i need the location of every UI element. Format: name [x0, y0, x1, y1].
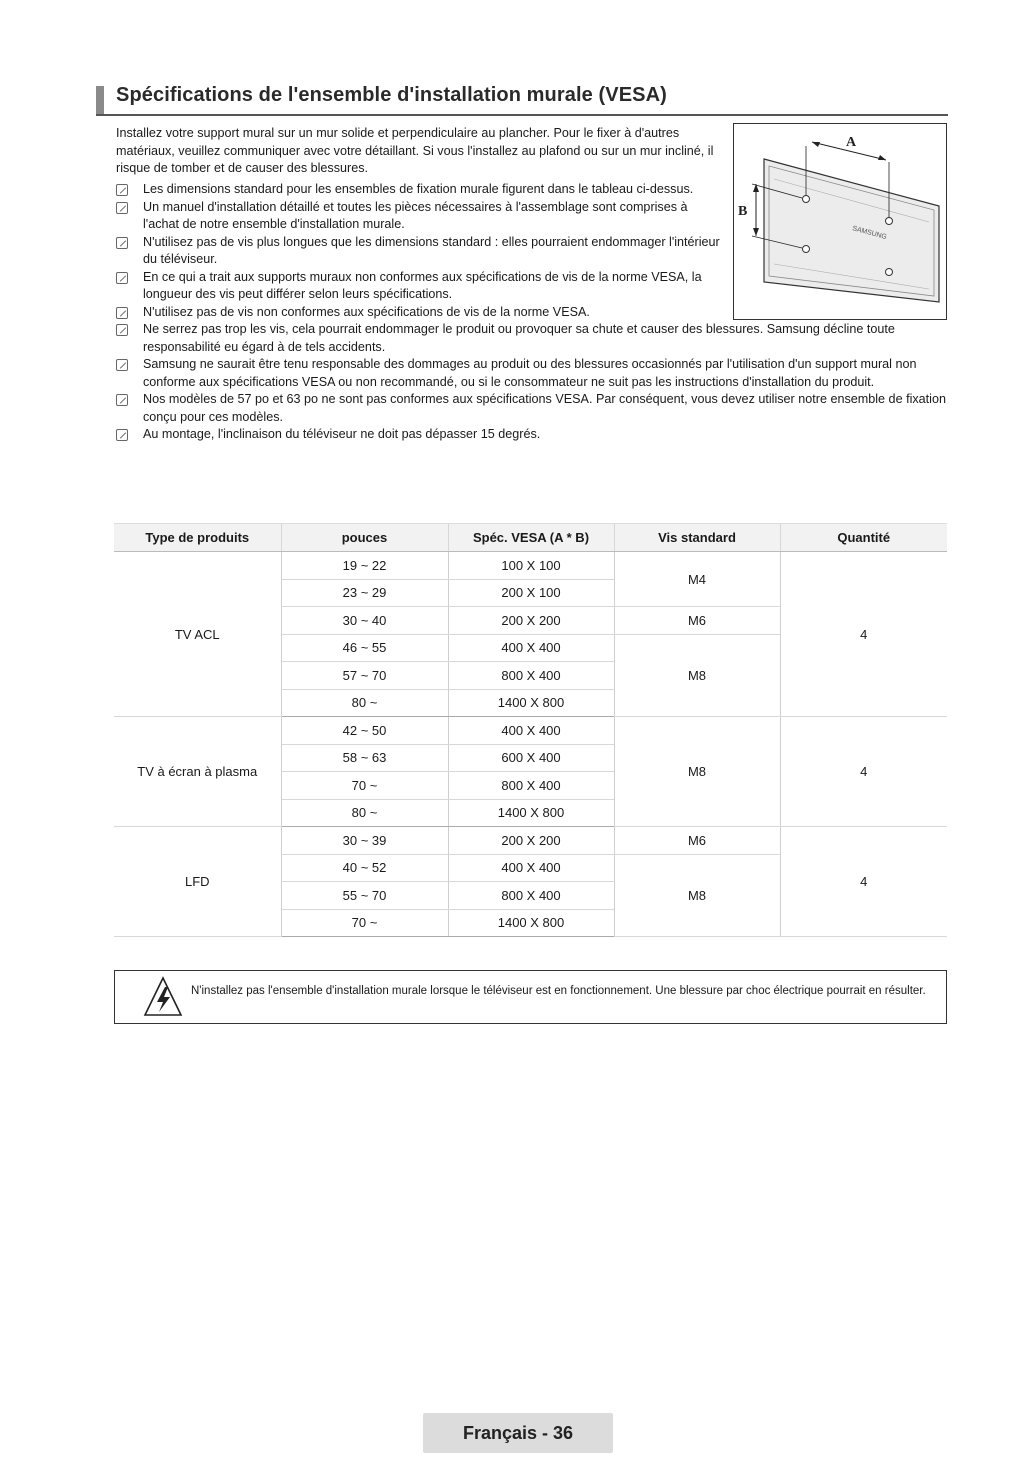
product-type-cell: TV ACL: [114, 552, 281, 717]
note-icon: [116, 272, 128, 284]
screw-cell: M8: [614, 634, 780, 717]
note-icon: [116, 324, 128, 336]
product-type-cell: LFD: [114, 827, 281, 937]
table-header-row: [114, 524, 947, 552]
size-cell: 57 ~ 70: [281, 662, 448, 690]
note-text: Au montage, l'inclinaison du téléviseur ne doit pas dépasser 15 degrés.: [143, 427, 541, 441]
label-a: A: [846, 135, 857, 150]
screw-hole: [886, 269, 893, 276]
vesa-cell: 800 X 400: [448, 662, 614, 690]
note-text: Un manuel d'installation détaillé et toutes les pièces nécessaires à l'assemblage sont comprises à l'achat de notre ensemble d'installation murale.: [143, 199, 688, 231]
screw-cell: M4: [614, 552, 780, 607]
vesa-cell: 400 X 400: [448, 717, 614, 745]
table-row: [114, 552, 947, 580]
note-icon: [116, 429, 128, 441]
screw-cell: M6: [614, 607, 780, 635]
vesa-cell: 1400 X 800: [448, 909, 614, 937]
note-item: [116, 391, 951, 426]
note-text: En ce qui a trait aux supports muraux non conformes aux spécifications de vis de la norme VESA, la longueur des vis peut différer selon leurs spécifications.: [143, 269, 702, 301]
vesa-cell: 1400 X 800: [448, 799, 614, 827]
screw-cell: M8: [614, 854, 780, 937]
size-cell: 55 ~ 70: [281, 882, 448, 910]
note-item: [116, 269, 723, 304]
note-text: N'utilisez pas de vis plus longues que les dimensions standard : elles pourraient endommager l'intérieur du téléviseur.: [143, 234, 720, 266]
arrow-head: [753, 184, 759, 192]
screw-hole: [886, 218, 893, 225]
table-row: [114, 827, 947, 855]
column-header: Spéc. VESA (A * B): [448, 524, 614, 552]
vesa-cell: 800 X 400: [448, 882, 614, 910]
arrow-head: [878, 155, 886, 160]
note-icon: [116, 394, 128, 406]
note-item: [116, 181, 723, 199]
note-icon: [116, 202, 128, 214]
note-icon: [116, 237, 128, 249]
title-accent-bar: [96, 86, 104, 114]
vesa-cell: 200 X 200: [448, 607, 614, 635]
column-header: Type de produits: [114, 524, 281, 552]
column-header: Vis standard: [614, 524, 780, 552]
note-item: [116, 199, 723, 234]
electric-shock-warning-icon: [143, 975, 183, 1019]
arrow-head: [753, 228, 759, 236]
size-cell: 46 ~ 55: [281, 634, 448, 662]
note-item: [116, 356, 951, 391]
vesa-cell: 1400 X 800: [448, 689, 614, 717]
quantity-cell: 4: [780, 552, 947, 717]
note-text: Ne serrez pas trop les vis, cela pourrait endommager le produit ou provoquer sa chute et causer des blessures. Samsung décline toute responsabilité eu égard à de tels accidents.: [143, 322, 895, 354]
warning-box: [114, 970, 947, 1024]
note-text: Les dimensions standard pour les ensembles de fixation murale figurent dans le tableau ci-dessus.: [143, 182, 694, 196]
vesa-cell: 600 X 400: [448, 744, 614, 772]
size-cell: 23 ~ 29: [281, 579, 448, 607]
section-header: [96, 84, 948, 116]
size-cell: 30 ~ 40: [281, 607, 448, 635]
screw-hole: [803, 196, 810, 203]
quantity-cell: 4: [780, 717, 947, 827]
note-icon: [116, 307, 128, 319]
note-item: [116, 234, 723, 269]
screw-hole: [803, 246, 810, 253]
size-cell: 42 ~ 50: [281, 717, 448, 745]
screw-cell: M8: [614, 717, 780, 827]
vesa-cell: 200 X 200: [448, 827, 614, 855]
quantity-cell: 4: [780, 827, 947, 937]
size-cell: 40 ~ 52: [281, 854, 448, 882]
size-cell: 80 ~: [281, 689, 448, 717]
column-header: pouces: [281, 524, 448, 552]
brand-logo: SAMSUNG: [851, 225, 888, 242]
table-row: [114, 717, 947, 745]
size-cell: 19 ~ 22: [281, 552, 448, 580]
vesa-cell: 400 X 400: [448, 854, 614, 882]
vesa-cell: 100 X 100: [448, 552, 614, 580]
page-title: Spécifications de l'ensemble d'installation murale (VESA): [116, 84, 667, 106]
note-item: [116, 321, 951, 356]
note-item: [116, 426, 951, 444]
size-cell: 70 ~: [281, 909, 448, 937]
label-b: B: [738, 204, 748, 219]
warning-text: N'installez pas l'ensemble d'installation murale lorsque le téléviseur est en fonctionnement. Une blessure par choc électrique pourrait en résulter.: [191, 985, 926, 997]
note-icon: [116, 359, 128, 371]
tv-back-illustration: [734, 124, 946, 319]
vesa-cell: 800 X 400: [448, 772, 614, 800]
size-cell: 80 ~: [281, 799, 448, 827]
screw-cell: M6: [614, 827, 780, 855]
column-header: Quantité: [780, 524, 947, 552]
intro-paragraph: Installez votre support mural sur un mur solide et perpendiculaire au plancher. Pour le fixer à d'autres matériaux, veuillez communiquer avec votre détaillant. Si vous l'installez au plafond ou sur un mur incliné, il risque de tomber et de causer des blessures.: [116, 126, 714, 175]
size-cell: 58 ~ 63: [281, 744, 448, 772]
vesa-spec-table: [114, 523, 947, 937]
vesa-cell: 200 X 100: [448, 579, 614, 607]
note-icon: [116, 184, 128, 196]
page-footer-label: Français - 36: [423, 1413, 613, 1453]
note-text: N'utilisez pas de vis non conformes aux spécifications de vis de la norme VESA.: [143, 304, 590, 319]
product-type-cell: TV à écran à plasma: [114, 717, 281, 827]
vesa-cell: 400 X 400: [448, 634, 614, 662]
note-text: Samsung ne saurait être tenu responsable des dommages au produit ou des blessures occasionnés par l'utilisation d'un support mural non conforme aux spécifications VESA ou non recommandé, ou si le consommateur ne suit pas les instructions d'installation du produit.: [143, 357, 917, 389]
note-text: Nos modèles de 57 po et 63 po ne sont pas conformes aux spécifications VESA. Par conséquent, vous devez utiliser notre ensemble de fixation conçu pour ces modèles.: [143, 392, 946, 424]
size-cell: 30 ~ 39: [281, 827, 448, 855]
vesa-diagram: [733, 123, 947, 320]
arrow-head: [812, 142, 820, 147]
size-cell: 70 ~: [281, 772, 448, 800]
